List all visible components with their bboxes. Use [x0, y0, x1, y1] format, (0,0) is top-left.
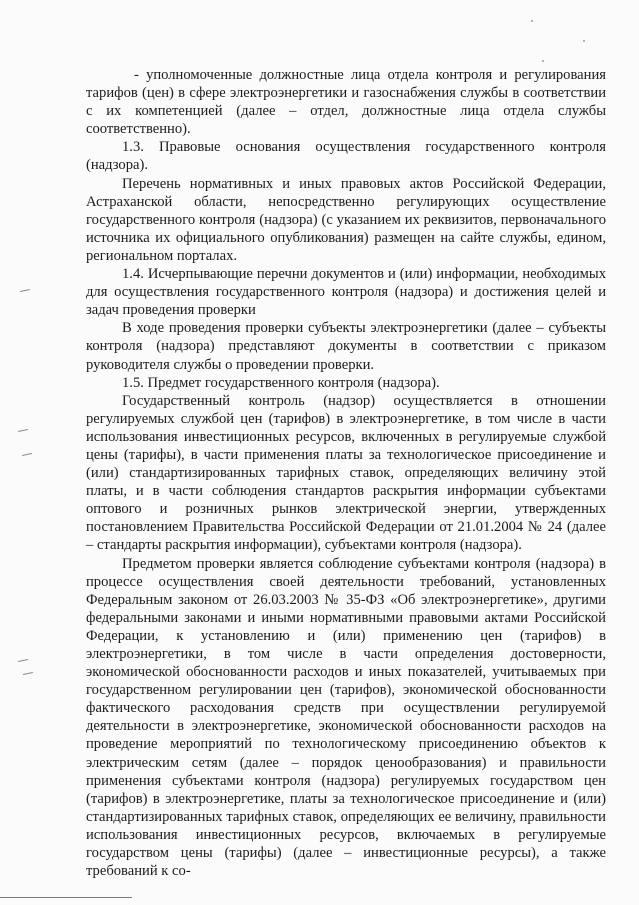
paragraph-legal-acts: Перечень нормативных и иных правовых актов Российской Федерации, Астраханской области, непосредственно регулирующих осуществление государственного контроля (надзора) (с указанием их реквизитов, первоначального источника их официального опубликования) размещен на сайте службы, едином, региональном порталах. [86, 175, 606, 264]
margin-mark [18, 659, 28, 662]
margin-mark [18, 429, 28, 432]
paragraph-state-control: Государственный контроль (надзор) осуществляется в отношении регулируемых службой цен (тарифов) в электроэнергетике, в том числе в части использования инвестиционных ресурсов, включенных в регулируемые службой цены (тарифы), в части применения платы за технологическое присоединение и (или) стандартизированных тарифных ставок, определяющих величину этой платы, и в части соблюдения стандартов раскрытия информации субъектами оптового и розничных рынков электрической энергии, утвержденных постановлением Правительства Российской Федерации от 21.01.2004 № 24 (далее – стандарты раскрытия информации), субъектами контроля (надзора). [86, 392, 606, 554]
scan-speck [583, 40, 585, 42]
paragraph-section-1-5: 1.5. Предмет государственного контроля (надзора). [122, 374, 440, 391]
paragraph-inspection-subject: Предметом проверки является соблюдение субъектами контроля (надзора) в процессе осуществления своей деятельности требований, установленных Федеральным законом от 26.03.2003 № 35-ФЗ «Об электроэнергетике», другими федеральными законами и иными нормативными правовыми актами Российской Федерации, к установлению и (или) применению цен (тарифов) в электроэнергетики, в том числе в части определения достоверности, экономической обоснованности расходов и иных показателей, учитываемых при государственном регулировании цен (тарифов), экономической обоснованности фактического расходования средств при осуществлении регулируемой деятельности в электроэнергетике, экономической обоснованности расходов на проведение мероприятий по технологическому присоединению объектов к электрическим сетям (далее – порядок ценообразования) и правильности применения субъектами контроля (надзора) регулируемых государством цен (тарифов) в электроэнергетике, платы за технологическое присоединение и (или) стандартизированных тарифных ставок, определяющих ее величину, правильности использования инвестиционных ресурсов, включаемых в регулируемые государством цены (тарифы) (далее – инвестиционные ресурсы), а также требований к со- [86, 555, 606, 880]
paragraph-section-1-4: 1.4. Исчерпывающие перечни документов и (или) информации, необходимых для осуществления государственного контроля (надзора) и достижения целей и задач проведения проверки [86, 266, 606, 319]
margin-mark [22, 453, 32, 456]
paragraph-officials: - уполномоченные должностные лица отдела контроля и регулирования тарифов (цен) в сфере электроэнергетики и газоснабжения службы в соответствии с их компетенцией (далее – отдел, должностные лица отдела службы соответственно). [86, 67, 606, 138]
footer-rule [0, 897, 132, 898]
paragraph-section-1-3: 1.3. Правовые основания осуществления государственного контроля (надзора). [86, 139, 606, 174]
document-body [86, 66, 606, 880]
margin-mark [20, 289, 30, 292]
paragraph-inspection-documents: В ходе проведения проверки субъекты электроэнергетики (далее – субъекты контроля (надзора) представляют документы в соответствии с приказом руководителя службы о проведении проверки. [86, 320, 606, 373]
scan-speck [531, 20, 533, 22]
scan-speck [542, 60, 544, 62]
margin-mark [23, 672, 33, 675]
